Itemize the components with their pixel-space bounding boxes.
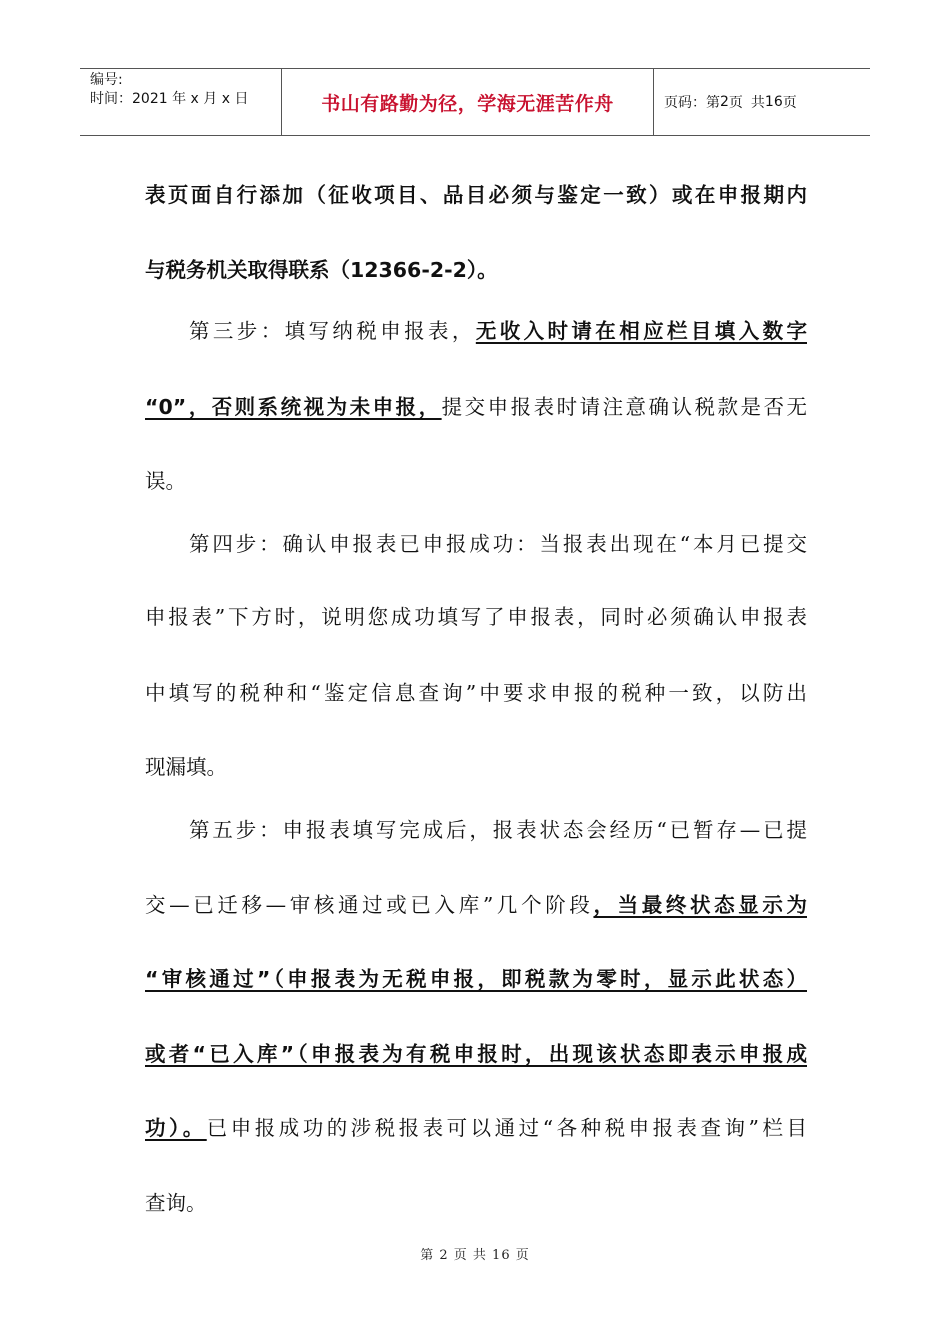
body-line-5: 误。 (145, 469, 186, 493)
total-number: 16 (764, 94, 783, 110)
body-line-15: 查询。 (145, 1191, 207, 1215)
confirm-tax-text: 提交申报表时请注意确认税款是否无 (441, 395, 807, 419)
body-line-12: “审核通过”（申报表为无税申报，即税款为零时，显示此状态） (145, 967, 807, 991)
page-mid: 页 (728, 95, 743, 111)
body-line-1: 表页面自行添加（征收项目、品目必须与鉴定一致）或在申报期内 (145, 183, 807, 207)
header-motto: 书山有路勤为径，学海无涯苦作舟 (321, 92, 614, 115)
body-line-10: 第五步：申报表填写完成后，报表状态会经历“已暂存—已提 (189, 818, 807, 842)
final-status-emphasis: ，当最终状态显示为 (593, 893, 807, 917)
body-line-9: 现漏填。 (145, 755, 227, 779)
body-line-4 (145, 393, 807, 421)
document-header (80, 68, 870, 136)
query-text: 已申报成功的涉税报表可以通过“各种税申报表查询”栏目 (206, 1116, 807, 1140)
total-suffix: 页 (782, 95, 797, 111)
body-line-13: 或者“已入库”（申报表为有税申报时，出现该状态即表示申报成 (145, 1042, 807, 1066)
body-line-8: 中填写的税种和“鉴定信息查询”中要求申报的税种一致，以防出 (145, 681, 807, 705)
page-number: 2 (720, 94, 729, 110)
body-line-2: 与税务机关取得联系（12366-2-2）。 (145, 258, 498, 282)
document-time-label: 时间：2021 年 x 月 x 日 (90, 91, 249, 107)
body-line-3 (145, 317, 807, 345)
page-prefix: 页码：第 (664, 95, 720, 111)
header-meta (80, 69, 282, 135)
header-motto-cell (282, 69, 654, 135)
header-page-info (654, 69, 870, 135)
step-three-emphasis: 无收入时请在相应栏目填入数字 (475, 319, 807, 343)
total-prefix: 共 (750, 95, 765, 111)
body-line-6: 第四步：确认申报表已申报成功：当报表出现在“本月已提交 (189, 532, 807, 556)
body-line-11 (145, 891, 807, 919)
zero-emphasis: “0”，否则系统视为未申报， (145, 395, 442, 419)
body-line-14 (145, 1114, 807, 1142)
document-number-label: 编号: (90, 72, 123, 88)
body-line-7: 申报表”下方时，说明您成功填写了申报表，同时必须确认申报表 (145, 605, 807, 629)
status-stages-text: 交—已迁移—审核通过或已入库”几个阶段 (145, 893, 594, 917)
step-three-text: 第三步：填写纳税申报表， (189, 319, 476, 343)
success-emphasis: 功）。 (145, 1116, 207, 1140)
page-footer: 第 2 页 共 16 页 (420, 1248, 530, 1263)
